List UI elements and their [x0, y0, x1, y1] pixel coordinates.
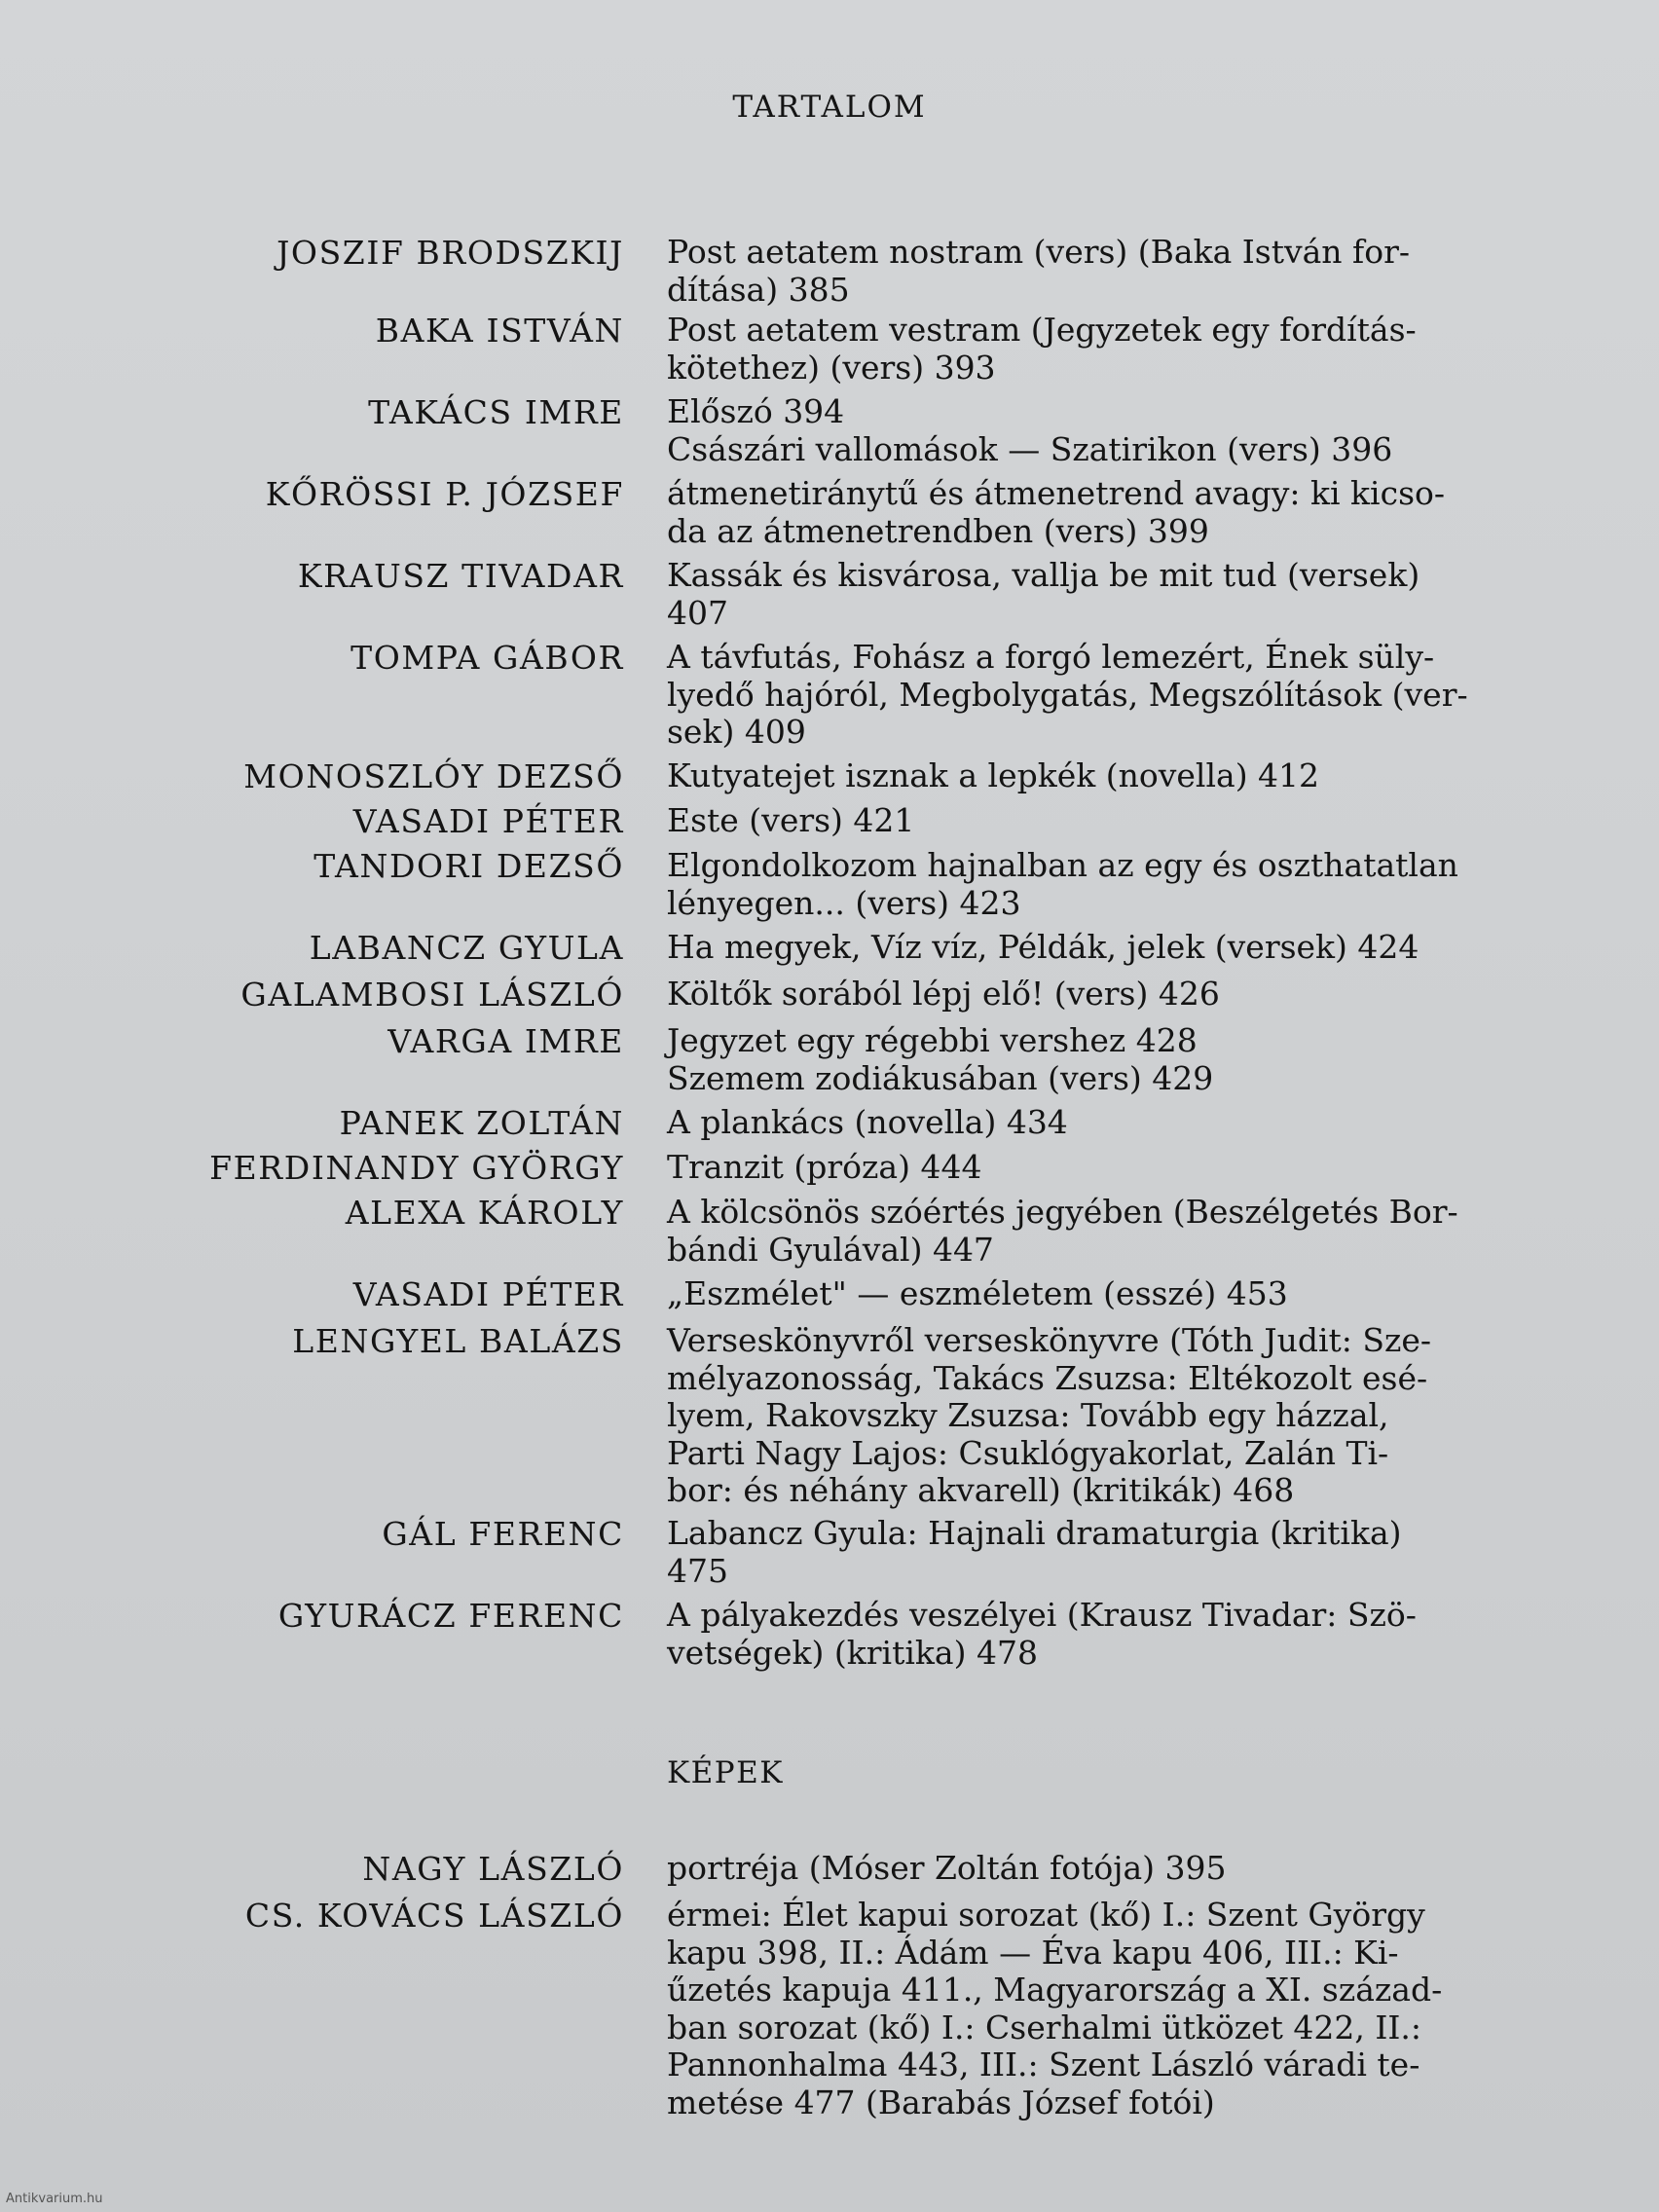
entry-line: dítása) 385 — [667, 270, 850, 309]
toc-entry — [0, 234, 1659, 312]
entry-line: Előszó 394 — [667, 392, 845, 430]
toc-entry — [0, 757, 1659, 802]
entry-content — [667, 802, 1530, 840]
entry-line: bándi Gyulával) 447 — [667, 1230, 994, 1269]
toc-entry — [0, 1022, 1659, 1104]
page-title: TARTALOM — [732, 90, 927, 125]
entry-content — [667, 1515, 1530, 1590]
entry-line: Császári vallomások — Szatirikon (vers) 396 — [667, 429, 1393, 468]
entry-author: VASADI PÉTER — [352, 802, 624, 840]
entry-line: űzetés kapuja 411., Magyarország a XI. század- — [667, 1971, 1443, 2009]
toc-entry — [0, 1149, 1659, 1194]
entry-line: lyedő hajóról, Megbolygatás, Megszólítások (ver- — [667, 675, 1468, 714]
toc-entry — [0, 802, 1659, 847]
toc-entry — [0, 475, 1659, 557]
images-list — [0, 1850, 1659, 2130]
entry-line: ban sorozat (kő) I.: Cserhalmi ütközet 422, II.: — [667, 2008, 1422, 2046]
entry-line: Jegyzet egy régebbi vershez 428 — [667, 1021, 1198, 1059]
entry-author: MONOSZLÓY DEZSŐ — [243, 757, 624, 795]
entry-author: JOSZIF BRODSZKIJ — [276, 234, 624, 272]
entry-content — [667, 1022, 1530, 1097]
entry-content — [667, 1104, 1530, 1142]
entry-author: BAKA ISTVÁN — [375, 312, 624, 350]
toc-entry — [0, 557, 1659, 639]
entry-line: „Eszmélet" — eszméletem (esszé) 453 — [667, 1274, 1288, 1312]
section-heading-kepek: KÉPEK — [667, 1755, 784, 1790]
entry-line: Kutyatejet isznak a lepkék (novella) 412 — [667, 756, 1320, 794]
entry-content — [667, 757, 1530, 795]
entry-author: LENGYEL BALÁZS — [292, 1322, 624, 1360]
watermark: Antikvarium.hu — [6, 2192, 103, 2206]
entry-line: Labancz Gyula: Hajnali dramaturgia (kritika) — [667, 1514, 1402, 1552]
entry-line: sek) 409 — [667, 713, 806, 751]
entry-line: vetségek) (kritika) 478 — [667, 1633, 1038, 1672]
entry-author: KŐRÖSSI P. JÓZSEF — [265, 475, 624, 513]
entry-line: A távfutás, Fohász a forgó lemezért, Ének süly- — [667, 638, 1435, 676]
toc-entry — [0, 976, 1659, 1022]
entry-line: Pannonhalma 443, III.: Szent László váradi te- — [667, 2046, 1420, 2083]
entry-line: A plankács (novella) 434 — [667, 1103, 1068, 1141]
entry-author: CS. KOVÁCS LÁSZLÓ — [244, 1897, 624, 1935]
entry-line: Post aetatem vestram (Jegyzetek egy fordítás- — [667, 311, 1417, 349]
entry-content — [667, 929, 1530, 967]
entry-line: mélyazonosság, Takács Zsuzsa: Eltékozolt esé- — [667, 1358, 1428, 1397]
entry-content — [667, 557, 1530, 632]
entry-content — [667, 639, 1530, 752]
entry-line: A kölcsönös szóértés jegyében (Beszélgetés Bor- — [667, 1193, 1458, 1231]
entry-content — [667, 1897, 1530, 2121]
entry-line: lyem, Rakovszky Zsuzsa: Tovább egy házzal, — [667, 1396, 1389, 1434]
toc-entry — [0, 639, 1659, 757]
entry-line: Verseskönyvről verseskönyvre (Tóth Judit: Sze- — [667, 1321, 1432, 1359]
entry-content — [667, 1275, 1530, 1313]
toc-entry — [0, 1897, 1659, 2130]
entry-content — [667, 234, 1530, 309]
toc-entry — [0, 1104, 1659, 1149]
entry-author: VARGA IMRE — [387, 1022, 624, 1060]
entry-line: metése 477 (Barabás József fotói) — [667, 2083, 1215, 2121]
toc-entry — [0, 312, 1659, 393]
entry-author: KRAUSZ TIVADAR — [297, 557, 624, 595]
entry-content — [667, 393, 1530, 468]
entry-line: da az átmenetrendben (vers) 399 — [667, 511, 1209, 550]
entry-author: TANDORI DEZSŐ — [313, 847, 624, 885]
entry-line: Post aetatem nostram (vers) (Baka István for- — [667, 233, 1411, 271]
toc-entry — [0, 393, 1659, 475]
entry-author: FERDINANDY GYÖRGY — [209, 1149, 624, 1187]
entry-line: Költők sorából lépj elő! (vers) 426 — [667, 975, 1220, 1013]
entry-line: átmenetiránytű és átmenetrend avagy: ki kicso- — [667, 474, 1446, 512]
entry-author: GYURÁCZ FERENC — [277, 1597, 624, 1635]
entry-content — [667, 312, 1530, 387]
entry-line: Kassák és kisvárosa, vallja be mit tud (versek) — [667, 556, 1420, 594]
entry-line: Szemem zodiákusában (vers) 429 — [667, 1058, 1214, 1097]
entry-line: A pályakezdés veszélyei (Krausz Tivadar: Szö- — [667, 1596, 1417, 1634]
entry-line: lényegen... (vers) 423 — [667, 883, 1021, 922]
entry-line: Tranzit (próza) 444 — [667, 1148, 982, 1186]
entry-content — [667, 1322, 1530, 1510]
entry-author: TAKÁCS IMRE — [368, 393, 624, 431]
entry-line: portréja (Móser Zoltán fotója) 395 — [667, 1849, 1227, 1887]
entry-content — [667, 847, 1530, 922]
entry-line: 475 — [667, 1551, 728, 1590]
entry-line: kötethez) (vers) 393 — [667, 348, 996, 387]
entry-line: bor: és néhány akvarell) (kritikák) 468 — [667, 1471, 1295, 1509]
toc-entry — [0, 1515, 1659, 1597]
entry-line: kapu 398, II.: Ádám — Éva kapu 406, III.: Ki- — [667, 1933, 1399, 1972]
entry-content — [667, 1850, 1530, 1888]
entry-content — [667, 1597, 1530, 1672]
entry-content — [667, 1149, 1530, 1187]
entry-line: érmei: Élet kapui sorozat (kő) I.: Szent György — [667, 1896, 1425, 1934]
entry-content — [667, 475, 1530, 550]
entry-author: VASADI PÉTER — [352, 1275, 624, 1313]
toc-entry — [0, 1850, 1659, 1897]
table-of-contents — [0, 234, 1659, 1678]
toc-entry — [0, 1275, 1659, 1322]
entry-author: ALEXA KÁROLY — [345, 1194, 624, 1232]
entry-content — [667, 1194, 1530, 1269]
entry-author: GALAMBOSI LÁSZLÓ — [240, 976, 624, 1014]
toc-entry — [0, 847, 1659, 929]
entry-author: GÁL FERENC — [382, 1515, 624, 1553]
entry-author: TOMPA GÁBOR — [350, 639, 624, 677]
toc-entry — [0, 1597, 1659, 1678]
toc-entry — [0, 929, 1659, 976]
entry-line: Parti Nagy Lajos: Csuklógyakorlat, Zalán Ti- — [667, 1433, 1389, 1472]
toc-entry — [0, 1322, 1659, 1515]
entry-author: PANEK ZOLTÁN — [339, 1104, 624, 1142]
entry-line: Ha megyek, Víz víz, Példák, jelek (versek) 424 — [667, 928, 1419, 966]
toc-entry — [0, 1194, 1659, 1275]
entry-line: 407 — [667, 593, 728, 632]
entry-author: LABANCZ GYULA — [309, 929, 624, 967]
entry-line: Elgondolkozom hajnalban az egy és oszthatatlan — [667, 846, 1458, 884]
entry-author: NAGY LÁSZLÓ — [362, 1850, 624, 1888]
entry-line: Este (vers) 421 — [667, 801, 915, 839]
entry-content — [667, 976, 1530, 1014]
